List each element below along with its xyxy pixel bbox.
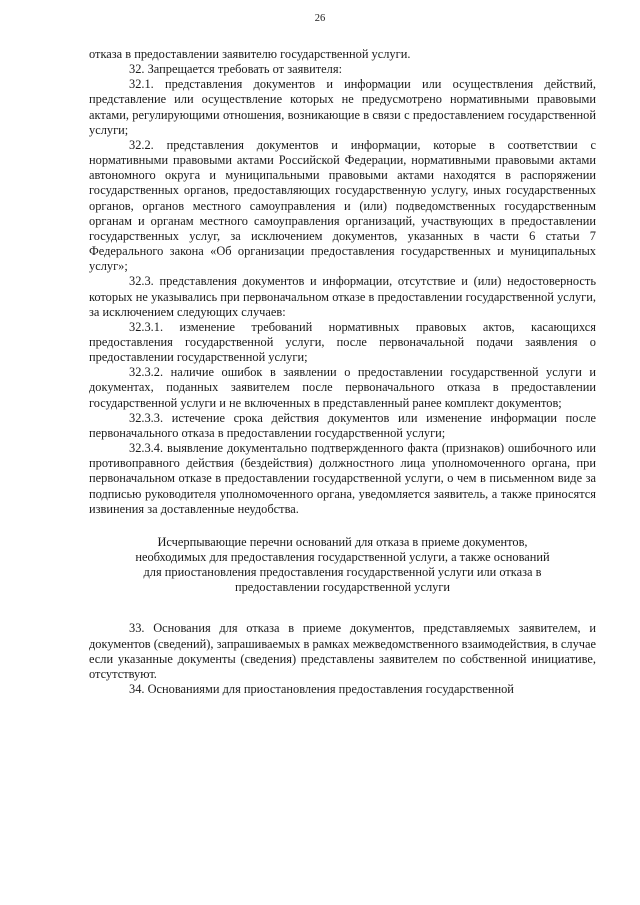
paragraph-32-3-2: 32.3.2. наличие ошибок в заявлении о предоставлении государственной услуги и документах, поданных заявителем после первоначального отказа в предоставлении государственной услуги и не включенных в представленный ранее комплект документов; <box>89 365 596 410</box>
section-heading-line: Исчерпывающие перечни оснований для отказа в приеме документов, <box>157 534 528 549</box>
paragraph-32-1: 32.1. представления документов и информации или осуществления действий, представление или осуществление которых не предусмотрено нормативными правовыми актами, регулирующими отношения, возникающие в связи с предоставлением государственной услуги; <box>89 77 596 137</box>
paragraph-34: 34. Основаниями для приостановления предоставления государственной <box>129 682 514 697</box>
paragraph-32-3: 32.3. представления документов и информации, отсутствие и (или) недостоверность которых не указывались при первоначальном отказе в предоставлении государственной услуги, за исключением следующих случаев: <box>89 274 596 319</box>
section-heading-line: предоставлении государственной услуги <box>234 580 451 595</box>
section-heading <box>89 535 596 596</box>
paragraph-32-3-4: 32.3.4. выявление документально подтвержденного факта (признаков) ошибочного или противоправного действия (бездействия) должностного лица уполномоченного органа, при первоначальном отказе в предоставлении государственной услуги, о чем в письменном виде за подписью руководителя уполномоченного органа, уведомляется заявитель, а также приносятся извинения за доставленные неудобства. <box>89 441 596 516</box>
page-number: 26 <box>314 13 326 24</box>
document-body <box>89 47 596 697</box>
section-heading-line: необходимых для предоставления государственной услуги, а также оснований <box>135 550 550 564</box>
paragraph-32: 32. Запрещается требовать от заявителя: <box>129 62 343 77</box>
paragraph-33: 33. Основания для отказа в приеме документов, представляемых заявителем, и документов (сведений), запрашиваемых в рамках межведомственного взаимодействия, в случае если указанные документы (сведения) представлены заявителем по собственной инициативе, отсутствуют. <box>89 621 596 681</box>
paragraph-32-3-3: 32.3.3. истечение срока действия документов или изменение информации после первоначального отказа в предоставлении государственной услуги; <box>89 410 596 440</box>
paragraph-continuation: отказа в предоставлении заявителю государственной услуги. <box>89 47 411 61</box>
paragraph-32-2: 32.2. представления документов и информации, которые в соответствии с нормативными правовыми актами Российской Федерации, нормативными правовыми актами автономного округа и муниципальными правовыми актами находятся в распоряжении государственных органов, предоставляющих государственную услугу, иных государственных органов, органов местного самоуправления и (или) подведомственных государственным органам и органам местного самоуправления организаций, участвующих в предоставлении государственных услуг, за исключением документов, указанных в части 6 статьи 7 Федерального закона «Об организации предоставления государственных и муниципальных услуг»; <box>89 137 596 274</box>
section-heading-line: для приостановления предоставления государственной услуги или отказа в <box>143 565 542 580</box>
paragraph-32-3-1: 32.3.1. изменение требований нормативных правовых актов, касающихся предоставления государственной услуги, после первоначальной подачи заявления о предоставлении государственной услуги; <box>89 319 596 365</box>
